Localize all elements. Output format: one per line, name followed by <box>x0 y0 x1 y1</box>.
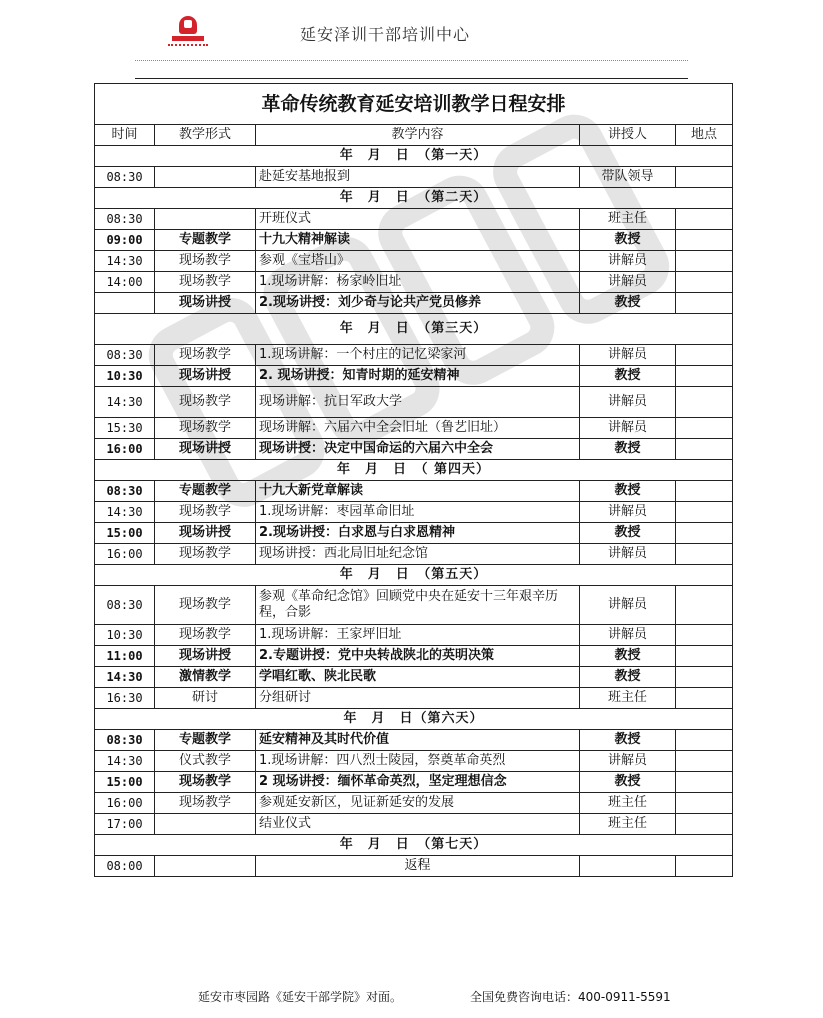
place-cell <box>676 772 733 793</box>
time-cell: 08:30 <box>95 167 155 188</box>
header-solid-divider <box>135 78 688 79</box>
place-cell <box>676 387 733 418</box>
speaker-cell: 班主任 <box>580 814 676 835</box>
day-label: 年 月 日 （第七天） <box>95 835 733 856</box>
content-cell: 赴延安基地报到 <box>256 167 580 188</box>
speaker-cell: 教授 <box>580 293 676 314</box>
content-cell: 1.现场讲解：杨家岭旧址 <box>256 272 580 293</box>
time-cell: 14:30 <box>95 751 155 772</box>
column-header: 教学形式 <box>155 125 256 146</box>
table-row <box>95 439 733 460</box>
day-label: 年 月 日 （第一天） <box>95 146 733 167</box>
speaker-cell: 教授 <box>580 772 676 793</box>
place-cell <box>676 751 733 772</box>
time-cell: 11:00 <box>95 646 155 667</box>
day-label: 年 月 日 （第三天） <box>95 314 733 345</box>
speaker-cell: 讲解员 <box>580 502 676 523</box>
speaker-cell: 教授 <box>580 646 676 667</box>
form-cell: 现场教学 <box>155 502 256 523</box>
form-cell: 专题教学 <box>155 230 256 251</box>
time-cell: 14:30 <box>95 251 155 272</box>
speaker-cell: 讲解员 <box>580 586 676 625</box>
footer-address: 延安市枣园路《延安干部学院》对面。 <box>198 990 403 1004</box>
logo <box>168 16 208 52</box>
form-cell: 现场教学 <box>155 251 256 272</box>
table-row <box>95 418 733 439</box>
content-cell: 分组研讨 <box>256 688 580 709</box>
time-cell: 14:30 <box>95 387 155 418</box>
form-cell: 专题教学 <box>155 481 256 502</box>
content-cell: 1.现场讲解：四八烈士陵园，祭奠革命英烈 <box>256 751 580 772</box>
content-cell: 现场讲授：西北局旧址纪念馆 <box>256 544 580 565</box>
content-cell: 学唱红歌、陕北民歌 <box>256 667 580 688</box>
time-cell: 09:00 <box>95 230 155 251</box>
time-cell: 10:30 <box>95 366 155 387</box>
table-row <box>95 730 733 751</box>
form-cell: 现场教学 <box>155 544 256 565</box>
form-cell <box>155 167 256 188</box>
content-cell: 结业仪式 <box>256 814 580 835</box>
footer-phone: 全国免费咨询电话：400-0911-5591 <box>470 990 671 1004</box>
place-cell <box>676 272 733 293</box>
form-cell <box>155 814 256 835</box>
day-row <box>95 188 733 209</box>
place-cell <box>676 586 733 625</box>
header-title: 延安泽训干部培训中心 <box>300 25 471 44</box>
form-cell: 现场教学 <box>155 625 256 646</box>
time-cell: 14:30 <box>95 667 155 688</box>
schedule-title: 革命传统教育延安培训教学日程安排 <box>95 84 733 125</box>
speaker-cell: 讲解员 <box>580 387 676 418</box>
table-row <box>95 523 733 544</box>
time-cell: 08:30 <box>95 586 155 625</box>
content-cell: 2.现场讲授：白求恩与白求恩精神 <box>256 523 580 544</box>
place-cell <box>676 814 733 835</box>
speaker-cell: 教授 <box>580 667 676 688</box>
content-cell: 1.现场讲解：一个村庄的记忆梁家河 <box>256 345 580 366</box>
speaker-cell: 教授 <box>580 481 676 502</box>
table-row <box>95 688 733 709</box>
form-cell: 现场教学 <box>155 418 256 439</box>
content-cell: 现场讲授：决定中国命运的六届六中全会 <box>256 439 580 460</box>
speaker-cell: 讲解员 <box>580 272 676 293</box>
speaker-cell: 教授 <box>580 439 676 460</box>
column-header: 讲授人 <box>580 125 676 146</box>
place-cell <box>676 366 733 387</box>
form-cell: 研讨 <box>155 688 256 709</box>
speaker-cell: 班主任 <box>580 793 676 814</box>
table-row <box>95 167 733 188</box>
content-cell: 2 现场讲授：缅怀革命英烈，坚定理想信念 <box>256 772 580 793</box>
speaker-cell: 讲解员 <box>580 751 676 772</box>
day-row <box>95 314 733 345</box>
place-cell <box>676 688 733 709</box>
place-cell <box>676 502 733 523</box>
speaker-cell: 讲解员 <box>580 345 676 366</box>
time-cell: 14:30 <box>95 502 155 523</box>
column-header: 教学内容 <box>256 125 580 146</box>
content-cell: 参观延安新区，见证新延安的发展 <box>256 793 580 814</box>
time-cell: 16:30 <box>95 688 155 709</box>
column-header-row <box>95 125 733 146</box>
table-row <box>95 793 733 814</box>
place-cell <box>676 418 733 439</box>
time-cell: 16:00 <box>95 793 155 814</box>
speaker-cell: 讲解员 <box>580 418 676 439</box>
time-cell: 08:30 <box>95 481 155 502</box>
content-cell: 现场讲解：抗日军政大学 <box>256 387 580 418</box>
table-row <box>95 230 733 251</box>
form-cell: 激情教学 <box>155 667 256 688</box>
speaker-cell: 带队领导 <box>580 167 676 188</box>
table-row <box>95 667 733 688</box>
time-cell: 15:00 <box>95 772 155 793</box>
table-row <box>95 209 733 230</box>
header-dotted-divider <box>135 60 688 61</box>
table-row <box>95 646 733 667</box>
content-cell: 2.现场讲授：刘少奇与论共产党员修养 <box>256 293 580 314</box>
day-row <box>95 460 733 481</box>
time-cell <box>95 293 155 314</box>
time-cell: 15:30 <box>95 418 155 439</box>
form-cell: 现场讲授 <box>155 366 256 387</box>
speaker-cell: 讲解员 <box>580 625 676 646</box>
table-row <box>95 586 733 625</box>
table-row <box>95 544 733 565</box>
place-cell <box>676 793 733 814</box>
place-cell <box>676 230 733 251</box>
speaker-cell: 讲解员 <box>580 544 676 565</box>
place-cell <box>676 481 733 502</box>
speaker-cell <box>580 856 676 877</box>
column-header: 地点 <box>676 125 733 146</box>
table-row <box>95 856 733 877</box>
day-label: 年 月 日 （第二天） <box>95 188 733 209</box>
place-cell <box>676 730 733 751</box>
time-cell: 08:30 <box>95 209 155 230</box>
table-row <box>95 772 733 793</box>
speaker-cell: 班主任 <box>580 209 676 230</box>
speaker-cell: 教授 <box>580 366 676 387</box>
place-cell <box>676 439 733 460</box>
logo-banner-icon <box>172 36 204 41</box>
content-cell: 十九大新党章解读 <box>256 481 580 502</box>
form-cell: 现场讲授 <box>155 439 256 460</box>
content-cell: 1.现场讲解：王家坪旧址 <box>256 625 580 646</box>
time-cell: 15:00 <box>95 523 155 544</box>
time-cell: 08:30 <box>95 345 155 366</box>
form-cell: 专题教学 <box>155 730 256 751</box>
form-cell <box>155 856 256 877</box>
content-cell: 延安精神及其时代价值 <box>256 730 580 751</box>
form-cell: 仪式教学 <box>155 751 256 772</box>
page-header <box>0 0 823 80</box>
place-cell <box>676 345 733 366</box>
speaker-cell: 班主任 <box>580 688 676 709</box>
place-cell <box>676 667 733 688</box>
day-row <box>95 146 733 167</box>
content-cell: 参观《宝塔山》 <box>256 251 580 272</box>
logo-subtitle-icon <box>168 44 208 48</box>
column-header: 时间 <box>95 125 155 146</box>
content-cell: 1.现场讲解：枣园革命旧址 <box>256 502 580 523</box>
day-label: 年 月 日 （第五天） <box>95 565 733 586</box>
place-cell <box>676 625 733 646</box>
form-cell: 现场教学 <box>155 345 256 366</box>
place-cell <box>676 646 733 667</box>
form-cell: 现场讲授 <box>155 523 256 544</box>
time-cell: 17:00 <box>95 814 155 835</box>
content-cell: 参观《革命纪念馆》回顾党中央在延安十三年艰辛历程，合影 <box>256 586 580 625</box>
table-row <box>95 751 733 772</box>
time-cell: 10:30 <box>95 625 155 646</box>
form-cell: 现场讲授 <box>155 646 256 667</box>
speaker-cell: 教授 <box>580 730 676 751</box>
speaker-cell: 教授 <box>580 523 676 544</box>
table-row <box>95 481 733 502</box>
time-cell: 08:30 <box>95 730 155 751</box>
form-cell: 现场教学 <box>155 586 256 625</box>
time-cell: 16:00 <box>95 439 155 460</box>
schedule-table <box>94 83 733 877</box>
table-row <box>95 502 733 523</box>
form-cell <box>155 209 256 230</box>
place-cell <box>676 167 733 188</box>
day-row <box>95 709 733 730</box>
form-cell: 现场教学 <box>155 772 256 793</box>
time-cell: 14:00 <box>95 272 155 293</box>
day-label: 年 月 日（第六天） <box>95 709 733 730</box>
content-cell: 2. 现场讲授：知青时期的延安精神 <box>256 366 580 387</box>
table-row <box>95 251 733 272</box>
table-row <box>95 272 733 293</box>
table-row <box>95 345 733 366</box>
time-cell: 16:00 <box>95 544 155 565</box>
place-cell <box>676 544 733 565</box>
content-cell: 2.专题讲授：党中央转战陕北的英明决策 <box>256 646 580 667</box>
table-row <box>95 625 733 646</box>
form-cell: 现场教学 <box>155 387 256 418</box>
time-cell: 08:00 <box>95 856 155 877</box>
place-cell <box>676 293 733 314</box>
table-row <box>95 366 733 387</box>
form-cell: 现场教学 <box>155 793 256 814</box>
place-cell <box>676 251 733 272</box>
content-cell: 返程 <box>256 856 580 877</box>
content-cell: 现场讲解：六届六中全会旧址（鲁艺旧址） <box>256 418 580 439</box>
day-row <box>95 565 733 586</box>
place-cell <box>676 856 733 877</box>
place-cell <box>676 209 733 230</box>
logo-mark-icon <box>179 16 197 34</box>
speaker-cell: 讲解员 <box>580 251 676 272</box>
day-label: 年 月 日 （ 第四天） <box>95 460 733 481</box>
table-row <box>95 293 733 314</box>
content-cell: 十九大精神解读 <box>256 230 580 251</box>
form-cell: 现场讲授 <box>155 293 256 314</box>
day-row <box>95 835 733 856</box>
content-cell: 开班仪式 <box>256 209 580 230</box>
form-cell: 现场教学 <box>155 272 256 293</box>
place-cell <box>676 523 733 544</box>
table-row <box>95 814 733 835</box>
speaker-cell: 教授 <box>580 230 676 251</box>
table-row <box>95 387 733 418</box>
